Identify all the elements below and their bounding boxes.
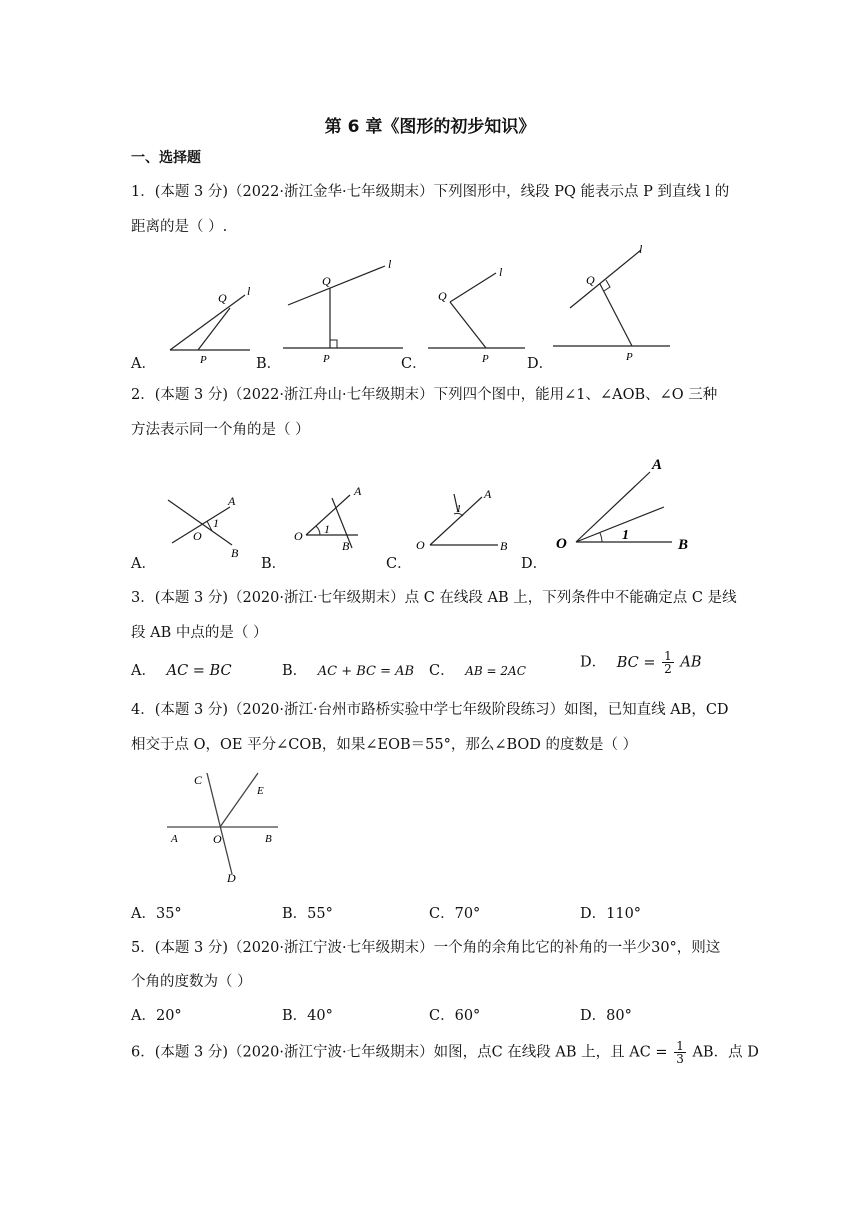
q3-option-d-text: BC = [616,654,661,671]
label-q: Q [438,289,447,303]
label-o: O [294,529,303,543]
q3-option-a-label: A． [131,663,156,679]
q6-stem-line1 [131,1040,759,1065]
label-l: l [499,265,503,279]
label-b: B [678,537,689,553]
q4-figure [165,768,285,886]
q2-option-a-label: A． [131,556,156,572]
q6-stem-part2: AB．点 D [692,1044,759,1061]
q4-option-d: D．110° [580,906,642,922]
q3-stem-line2: 段 AB 中点的是（ ） [131,625,268,641]
label-p: P [323,353,330,365]
label-p: P [200,354,207,366]
q3-option-d-suffix: AB [680,654,702,671]
q2-figure-b [290,480,375,560]
q2-figure-a [160,485,255,560]
q4-option-a: A．35° [131,906,182,922]
q1-option-c-label: C． [401,356,427,372]
label-o: O [193,529,202,543]
q3-option-c [429,659,526,680]
page-title: 第 6 章《图形的初步知识》 [324,117,536,137]
fraction-denominator: 3 [676,1052,684,1066]
label-q: Q [586,273,595,287]
q2-stem-line1: 2．(本题 3 分)（2022·浙江舟山·七年级期末）下列四个图中，能用∠1、∠AOB、∠O 三种 [131,387,718,403]
label-a: A [652,457,663,473]
label-b: B [500,539,508,553]
label-p: P [626,351,633,363]
fraction-denominator: 2 [664,662,672,676]
label-o: O [213,832,222,846]
label-o: O [556,536,567,552]
q2-option-c-label: C． [386,556,412,572]
label-a: A [171,833,178,845]
q5-option-c: C．60° [429,1008,481,1024]
q5-option-d: D．80° [580,1008,632,1024]
q3-option-a-text: AC = BC [166,663,232,679]
q2-option-b-label: B． [261,556,287,572]
label-q: Q [322,274,331,288]
q2-figure-c [410,482,520,557]
label-a: A [228,494,236,508]
label-1: 1 [324,522,330,536]
label-c: C [194,773,203,787]
q1-option-d-label: D． [527,356,554,372]
q3-option-a [131,659,232,680]
label-d: D [227,871,236,885]
q2-figure-d [552,452,702,554]
label-l: l [247,284,251,298]
section-heading: 一、选择题 [131,150,201,166]
q3-option-b [282,659,414,680]
q1-figure-c [420,260,530,365]
q5-option-b: B．40° [282,1008,333,1024]
q5-stem-line2: 个角的度数为（ ） [131,974,252,990]
label-b: B [342,539,350,553]
q5-stem-line1: 5．(本题 3 分)（2020·浙江宁波·七年级期末）一个角的余角比它的补角的一半少30°，则这 [131,940,721,956]
q4-option-c: C．70° [429,906,481,922]
label-p: P [482,353,489,365]
q3-option-d [580,650,702,675]
q1-figure-a [150,275,260,370]
q3-option-d-fraction [662,650,674,675]
q3-option-b-text: AC + BC = AB [317,664,415,679]
q5-option-a: A．20° [131,1008,182,1024]
q3-option-b-label: B． [282,663,308,679]
label-q: Q [218,291,227,305]
q3-stem-line1: 3．(本题 3 分)（2020·浙江·七年级期末）点 C 在线段 AB 上，下列条件中不能确定点 C 是线 [131,590,737,606]
fraction-numerator: 1 [676,1039,684,1053]
label-l: l [639,242,643,256]
fraction-numerator: 1 [664,649,672,663]
label-a: A [354,484,362,498]
label-1: 1 [213,516,219,530]
label-a: A [484,487,492,501]
label-b: B [231,546,239,560]
label-l: l [388,257,392,271]
q1-stem-line1: 1．(本题 3 分)（2022·浙江金华·七年级期末）下列图形中，线段 PQ 能表示点 P 到直线 l 的 [131,184,730,200]
q4-stem-line2: 相交于点 O，OE 平分∠COB，如果∠EOB＝55°，那么∠BOD 的度数是（ ） [131,737,638,753]
q2-option-d-label: D． [521,556,548,572]
q3-option-d-label: D． [580,654,607,671]
q1-figure-b [275,250,405,365]
q4-stem-line1: 4．(本题 3 分)（2020·浙江·台州市路桥实验中学七年级阶段练习）如图，已知直线 AB，CD [131,702,729,718]
label-1: 1 [622,528,629,543]
q1-option-b-label: B． [256,356,282,372]
label-1: 1 [456,503,462,515]
label-o: O [416,538,425,552]
q1-option-a-label: A． [131,356,156,372]
q2-stem-line2: 方法表示同一个角的是（ ） [131,422,310,438]
label-b: B [265,833,272,845]
q6-fraction [674,1040,686,1065]
q6-stem-part1: 6．(本题 3 分)（2020·浙江宁波·七年级期末）如图，点C 在线段 AB 上，且 AC = [131,1044,673,1061]
q3-option-c-text: AB = 2AC [465,664,526,678]
q3-option-c-label: C． [429,663,455,679]
q4-option-b: B．55° [282,906,333,922]
label-e: E [257,785,264,797]
q1-figure-d [548,240,673,365]
q1-stem-line2: 距离的是（ ）. [131,219,228,235]
